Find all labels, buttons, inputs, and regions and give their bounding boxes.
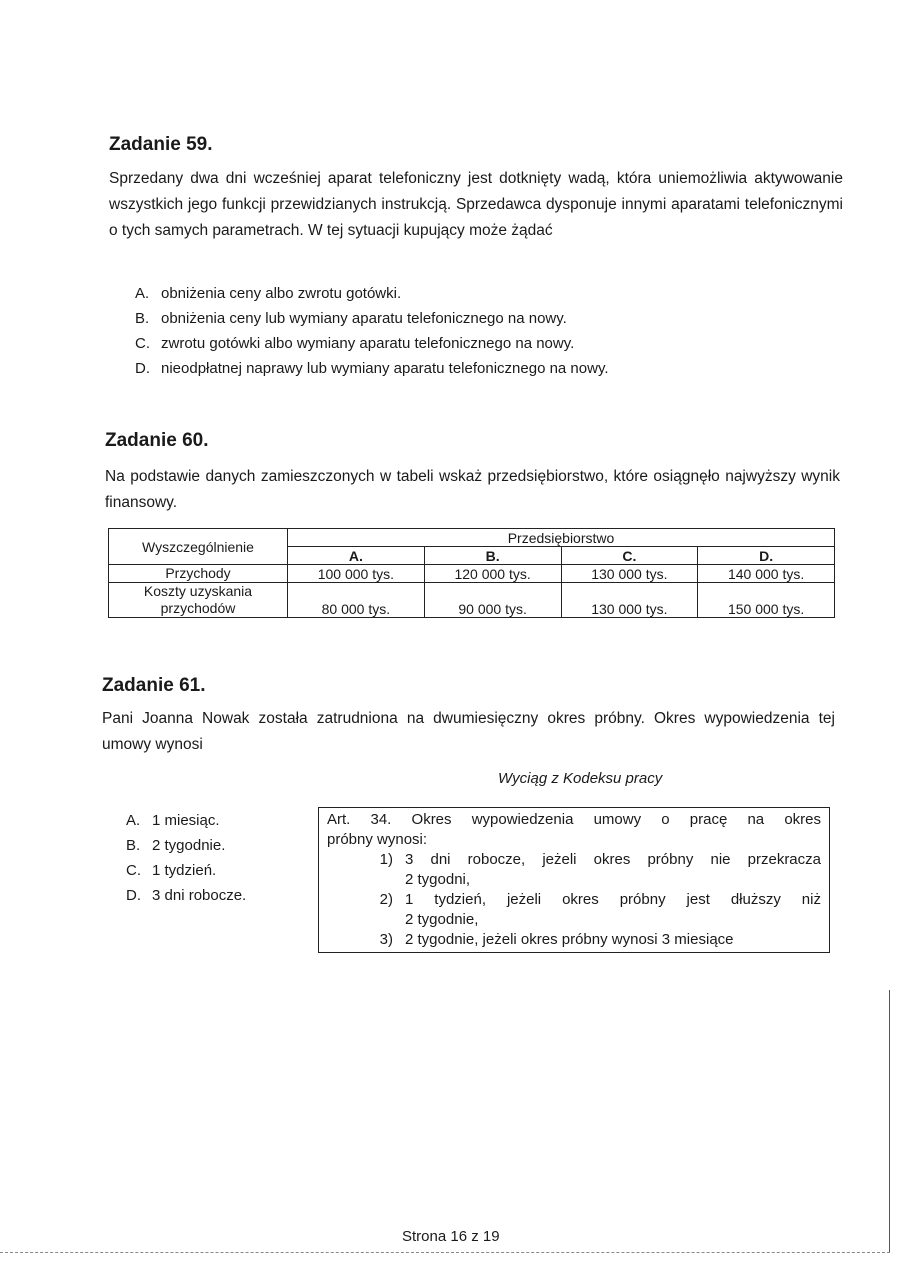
article-item-number: 2) [379, 891, 393, 908]
task59-option-a[interactable] [135, 281, 815, 306]
row-label-line2: przychodów [160, 600, 236, 616]
task61-option-d[interactable] [126, 883, 306, 908]
option-letter: D. [126, 887, 141, 904]
table-cell: 140 000 tys. [698, 565, 835, 583]
article-item-number: 1) [379, 851, 393, 868]
col-header-b: B. [424, 547, 561, 565]
table-cell: 130 000 tys. [561, 583, 698, 618]
row-header-cell: Wyszczególnienie [109, 529, 288, 565]
article-line1: Art. 34. Okres wypowiedzenia umowy o pracę na okres [327, 811, 821, 828]
option-letter: B. [135, 310, 150, 327]
task59-option-c[interactable] [135, 331, 815, 356]
col-header-c: C. [561, 547, 698, 565]
option-letter: A. [135, 285, 150, 302]
option-text: nieodpłatnej naprawy lub wymiany aparatu telefonicznego na nowy. [161, 360, 609, 377]
scan-bottom-edge [0, 1252, 890, 1253]
table-cell: 80 000 tys. [288, 583, 425, 618]
task59-options [135, 281, 815, 381]
article-item-text-cont: 2 tygodni, [405, 871, 471, 888]
page-number: Strona 16 z 19 [402, 1228, 500, 1245]
col-header-a: A. [288, 547, 425, 565]
option-text: 1 tydzień. [152, 862, 217, 879]
article-item [327, 930, 821, 950]
option-letter: A. [126, 812, 141, 829]
table-cell: 90 000 tys. [424, 583, 561, 618]
option-text: obniżenia ceny albo zwrotu gotówki. [161, 285, 402, 302]
task59-option-d[interactable] [135, 356, 815, 381]
task61-options [126, 808, 306, 908]
option-letter: C. [126, 862, 141, 879]
task60-question: Na podstawie danych zamieszczonych w tabeli wskaż przedsiębiorstwo, które osiągnęło najwyższy wynik finansowy. [105, 468, 840, 511]
option-text: 3 dni robocze. [152, 887, 247, 904]
task60-heading: Zadanie 60. [105, 430, 209, 451]
task61-option-c[interactable] [126, 858, 306, 883]
table-row [109, 583, 835, 618]
option-letter: D. [135, 360, 150, 377]
task59-question: Sprzedany dwa dni wcześniej aparat telefoniczny jest dotknięty wadą, która uniemożliwia aktywowanie wszystkich jego funkcji przewidzianych instrukcją. Sprzedawca dysponuje innymi aparatami telefonicznymi o tych samych parametrach. W tej sytuacji kupujący może żądać [109, 170, 843, 239]
table-cell: 100 000 tys. [288, 565, 425, 583]
table-cell: 150 000 tys. [698, 583, 835, 618]
article-item [327, 890, 821, 930]
scan-right-edge [889, 990, 890, 1252]
option-text: 1 miesiąc. [152, 812, 220, 829]
task59-option-b[interactable] [135, 306, 815, 331]
table-cell: 120 000 tys. [424, 565, 561, 583]
task61-option-a[interactable] [126, 808, 306, 833]
task61-heading: Zadanie 61. [102, 675, 206, 696]
option-text: obniżenia ceny lub wymiany aparatu telefonicznego na nowy. [161, 310, 567, 327]
row-label: Przychody [109, 565, 288, 583]
option-letter: B. [126, 837, 141, 854]
task61-question: Pani Joanna Nowak została zatrudniona na dwumiesięczny okres próbny. Okres wypowiedzenia tej umowy wynosi [102, 710, 835, 753]
article-line2: próbny wynosi: [327, 831, 428, 848]
option-text: 2 tygodnie. [152, 837, 226, 854]
row-label [109, 583, 288, 618]
article-item-text: 2 tygodnie, jeżeli okres próbny wynosi 3 miesiące [405, 931, 734, 948]
article-item-text-cont: 2 tygodnie, [405, 911, 479, 928]
option-letter: C. [135, 335, 150, 352]
kodeks-pracy-extract [318, 807, 830, 953]
task59-heading: Zadanie 59. [109, 134, 213, 155]
article-item [327, 850, 821, 890]
finance-table [108, 528, 835, 618]
article-item-number: 3) [379, 931, 393, 948]
article-item-text: 3 dni robocze, jeżeli okres próbny nie przekracza [405, 851, 821, 868]
col-header-d: D. [698, 547, 835, 565]
article-item-text: 1 tydzień, jeżeli okres próbny jest dłuższy niż [405, 891, 821, 908]
option-text: zwrotu gotówki albo wymiany aparatu telefonicznego na nowy. [161, 335, 575, 352]
row-label-line1: Koszty uzyskania [143, 583, 253, 599]
table-cell: 130 000 tys. [561, 565, 698, 583]
task61-option-b[interactable] [126, 833, 306, 858]
extract-title: Wyciąg z Kodeksu pracy [498, 770, 663, 787]
group-header-cell: Przedsiębiorstwo [288, 529, 835, 547]
table-row [109, 565, 835, 583]
